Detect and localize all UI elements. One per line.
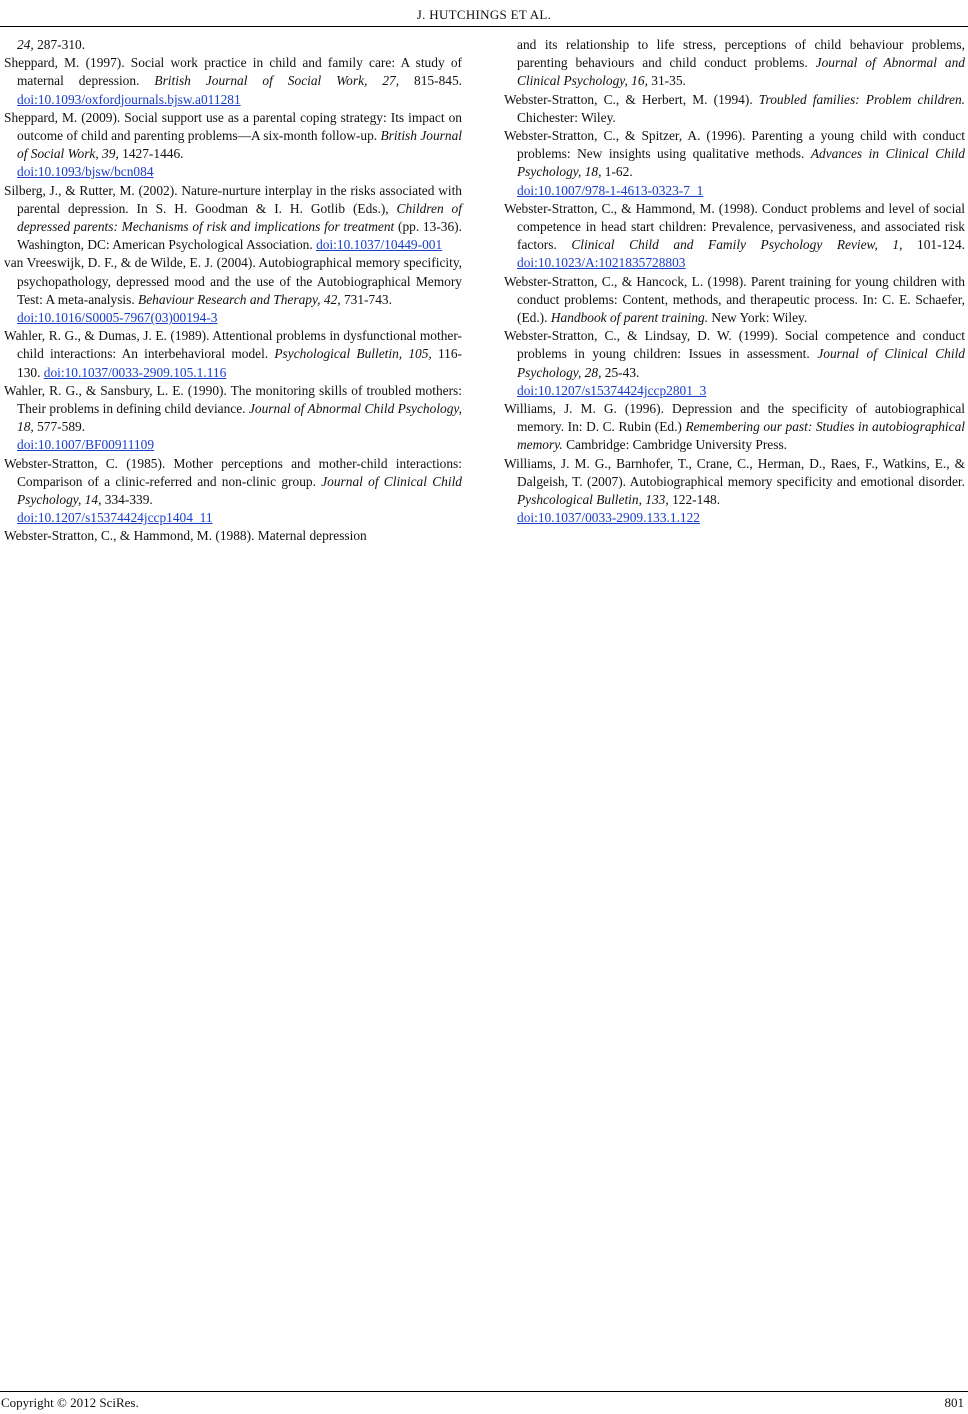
reference-pages: 334-339. [101,492,153,508]
reference-authors: Sheppard, M. (1997). Social work practice in child and family care: A study of maternal depression. [4,55,462,89]
doi-link[interactable]: doi:10.1023/A:1021835728803 [517,255,686,271]
reference-entry [4,382,462,455]
reference-authors: Webster-Stratton, C., & Hancock, L. (1998). Parent training for young children with conduct problems: Content, methods, and therapeutic process. In: C. E. Schaefer, (Ed.). [504,273,965,326]
reference-entry [504,455,965,528]
reference-list-left [4,36,462,546]
reference-authors: Webster-Stratton, C., & Hammond, M. (1988). Maternal depression [4,528,367,544]
reference-pages: Cambridge: Cambridge University Press. [562,437,788,453]
reference-entry [504,91,965,127]
reference-entry [4,527,462,545]
reference-book-title: Remembering our past: Studies in autobiographical memory. [517,419,965,453]
reference-pages: (pp. 13-36). Washington, DC: American Psychological Association. [17,219,462,253]
reference-authors: Williams, J. M. G., Barnhofer, T., Crane, C., Herman, D., Raes, F., Watkins, E., & Dalgeish, T. (2007). Autobiographical memory specificity and emotional disorder. [504,455,965,489]
doi-link[interactable]: doi:10.1016/S0005-7967(03)00194-3 [17,310,218,326]
reference-entry [4,182,462,255]
doi-link[interactable]: doi:10.1007/BF00911109 [17,437,155,453]
copyright-notice: Copyright © 2012 SciRes. [1,1395,139,1410]
reference-journal: Pyshcological Bulletin, 133, [517,492,669,508]
reference-book-title: Children of depressed parents: Mechanisms of risk and implications for treatment [17,200,462,235]
reference-entry [4,254,462,327]
reference-entry [504,273,965,328]
reference-journal: Psychological Bulletin, 105, [274,346,432,362]
running-head: J. HUTCHINGS ET AL. [416,7,552,22]
reference-entry [4,36,462,54]
reference-authors: Silberg, J., & Rutter, M. (2002). Nature-nurture interplay in the risks associated with parental depression. In S. H. Goodman & I. H. Gotlib (Eds.), [4,182,462,216]
doi-link[interactable]: doi:10.1037/0033-2909.105.1.116 [43,364,227,380]
doi-link[interactable]: doi:10.1093/oxfordjournals.bjsw.a011281 [17,91,241,107]
reference-entry [4,109,462,182]
reference-book-title: Troubled families: Problem children. [758,91,965,107]
reference-authors: Wahler, R. G., & Dumas, J. E. (1989). Attentional problems in dysfunctional mother-child interactions: An interbehavioral model. [4,328,462,362]
reference-authors: van Vreeswijk, D. F., & de Wilde, E. J. (2004). Autobiographical memory specificity, psychopathology, depressed mood and the use of the Autobiographical Memory Test: A meta-analysis. [4,255,462,307]
reference-journal: Journal of Clinical Child Psychology, 14, [17,473,462,508]
reference-journal: Journal of Clinical Child Psychology, 28, [517,346,965,380]
reference-entry [4,455,462,528]
reference-pages: 577-589. [33,419,86,435]
reference-journal: British Journal of Social Work, 39, [17,128,462,162]
reference-journal: Behaviour Research and Therapy, 42, [138,291,341,307]
reference-entry [4,327,462,382]
reference-journal: Advances in Clinical Child Psychology, 18, [517,146,965,180]
reference-authors: Webster-Stratton, C., & Hammond, M. (1998). Conduct problems and level of social competence in head start children: Prevalence, pervasiveness, and associated risk factors. [504,200,965,253]
reference-pages: 287-310. [33,37,86,52]
reference-entry [504,36,965,91]
doi-link[interactable]: doi:10.1093/bjsw/bcn084 [17,164,154,180]
reference-authors: Sheppard, M. (2009). Social support use as a parental coping strategy: Its impact on outcome of child and parenting problems—A six-month follow-up. [4,109,462,144]
reference-pages: 122-148. [668,492,721,508]
doi-link[interactable]: doi:10.1007/978-1-4613-0323-7_1 [517,182,704,198]
reference-authors: Webster-Stratton, C., & Herbert, M. (1994). [504,91,759,107]
page-number: 801 [944,1395,964,1410]
doi-link[interactable]: doi:10.1207/s15374424jccp1404_11 [17,510,213,526]
reference-entry [504,327,965,400]
reference-list-right [504,36,965,527]
doi-link[interactable]: doi:10.1207/s15374424jccp2801_3 [517,382,707,398]
reference-volume: 24, [17,37,34,52]
reference-journal: Journal of Abnormal and Clinical Psychology, 16, [517,55,965,89]
reference-journal: Clinical Child and Family Psychology Review, 1, [571,237,903,253]
reference-entry [504,400,965,455]
reference-entry [504,200,965,273]
reference-pages: New York: Wiley. [708,310,808,326]
footer-rule [0,1391,968,1392]
reference-book-title: Handbook of parent training. [550,310,709,326]
reference-pages: 101-124. [902,237,965,253]
header-rule [0,26,968,27]
reference-authors: Webster-Stratton, C., & Spitzer, A. (1996). Parenting a young child with conduct problems: New insights using qualitative methods. [504,128,965,162]
reference-pages: 31-35. [647,73,686,89]
reference-pages: 1-62. [601,164,633,180]
reference-authors: and its relationship to life stress, perceptions of child behaviour problems, parenting behaviours and child conduct problems. [517,37,965,71]
reference-pages: 815-845. [399,73,463,89]
reference-journal: Journal of Abnormal Child Psychology, 18, [17,401,462,435]
reference-pages: 25-43. [601,364,640,380]
reference-authors: Wahler, R. G., & Sansbury, L. E. (1990). The monitoring skills of troubled mothers: Their problems in defining child deviance. [4,382,462,417]
reference-authors: Webster-Stratton, C. (1985). Mother perceptions and mother-child interactions: Comparison of a clinic-referred and non-clinic group. [4,455,462,489]
reference-entry [504,127,965,200]
reference-pages: 1427-1446. [118,146,184,162]
doi-link[interactable]: doi:10.1037/0033-2909.133.1.122 [517,510,701,526]
reference-pages: 116-130. [17,346,462,380]
reference-journal: British Journal of Social Work, 27, [154,73,400,89]
reference-authors: Williams, J. M. G. (1996). Depression and the specificity of autobiographical memory. In: D. C. Rubin (Ed.) [504,401,965,435]
reference-pages: 731-743. [340,291,392,307]
reference-authors: Webster-Stratton, C., & Lindsay, D. W. (1999). Social competence and conduct problems in young children: Issues in assessment. [504,328,965,362]
reference-entry [4,54,462,109]
reference-pages: Chichester: Wiley. [517,109,616,125]
doi-link[interactable]: doi:10.1037/10449-001 [316,237,443,253]
